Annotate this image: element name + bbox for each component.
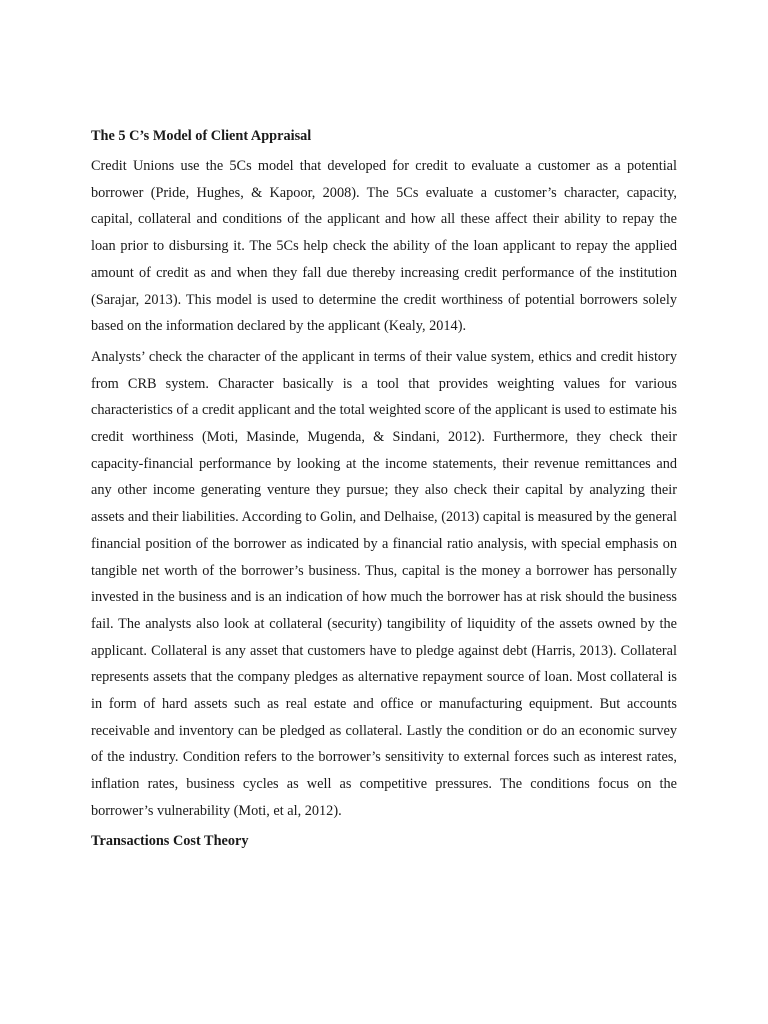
document-body	[91, 126, 677, 858]
section-heading-transactions-cost: Transactions Cost Theory	[91, 832, 249, 849]
paragraph-5cs-intro: Credit Unions use the 5Cs model that developed for credit to evaluate a customer as a potential borrower (Pride, Hughes, & Kapoor, 2008). The 5Cs evaluate a customer’s character, capacity, capital, collateral and conditions of the applicant and how all these affect their ability to repay the loan prior to disbursing it. The 5Cs help check the ability of the loan applicant to repay the applied amount of credit as and when they fall due thereby increasing credit performance of the institution (Sarajar, 2013). This model is used to determine the credit worthiness of potential borrowers solely based on the information declared by the applicant (Kealy, 2014).	[91, 158, 677, 335]
paragraph-5cs-details: Analysts’ check the character of the applicant in terms of their value system, ethics and credit history from CRB system. Character basically is a tool that provides weighting values for various characteristics of a credit applicant and the total weighted score of the applicant is used to estimate his credit worthiness (Moti, Masinde, Mugenda, & Sindani, 2012). Furthermore, they check their capacity-financial performance by looking at the income statements, their revenue remittances and any other income generating venture they pursue; they also check their capital by analyzing their assets and their liabilities. According to Golin, and Delhaise, (2013) capital is measured by the general financial position of the borrower as indicated by a financial ratio analysis, with special emphasis on tangible net worth of the borrower’s business. Thus, capital is the money a borrower has personally invested in the business and is an indication of how much the borrower has at risk should the business fail. The analysts also look at collateral (security) tangibility of liquidity of the assets owned by the applicant. Collateral is any asset that customers have to pledge against debt (Harris, 2013). Collateral represents assets that the company pledges as alternative repayment source of loan. Most collateral is in form of hard assets such as real estate and office or manufacturing equipment. But accounts receivable and inventory can be pledged as collateral. Lastly the condition or do an economic survey of the industry. Condition refers to the borrower’s sensitivity to external forces such as interest rates, inflation rates, business cycles as well as competitive pressures. The conditions focus on the borrower’s vulnerability (Moti, et al, 2012).	[91, 348, 678, 819]
section-heading-5cs-model: The 5 C’s Model of Client Appraisal	[91, 128, 312, 144]
